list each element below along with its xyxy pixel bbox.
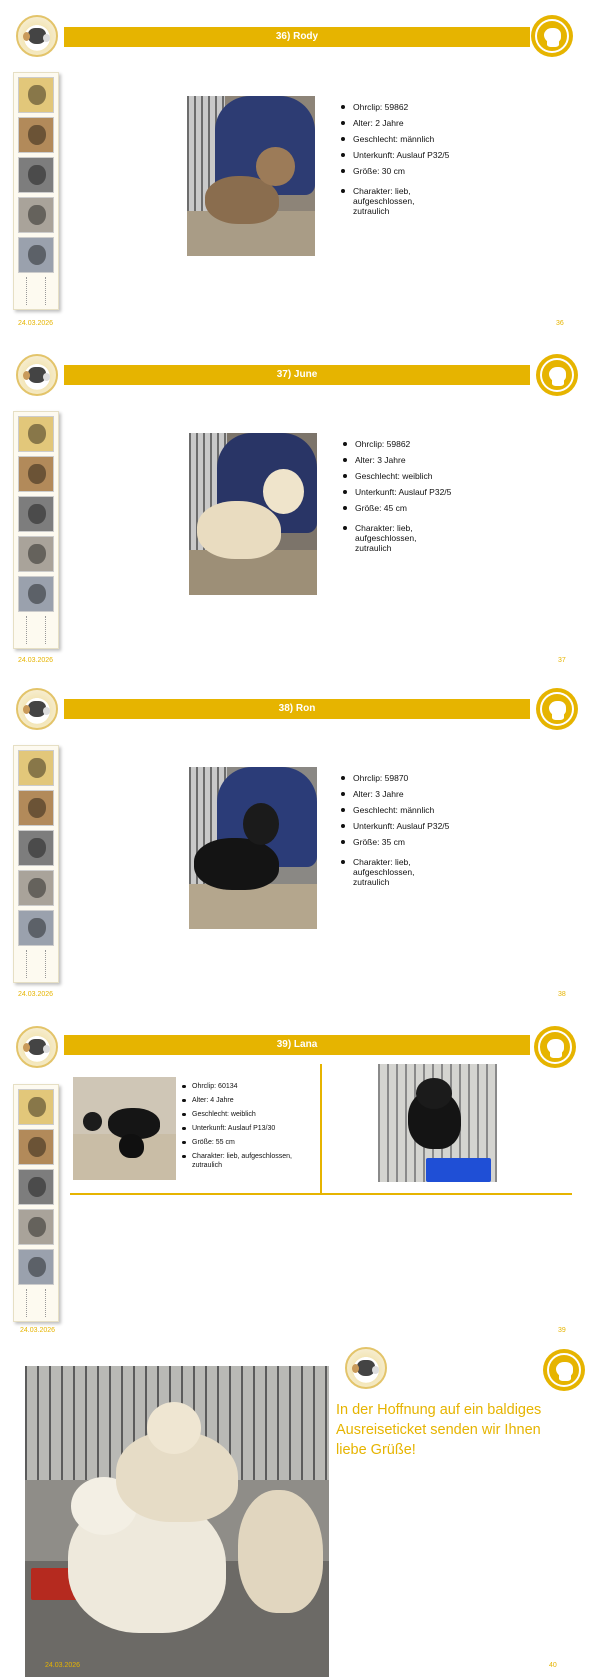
fact-sex: Geschlecht: weiblich (343, 471, 463, 481)
slide-title: 37) June (64, 365, 530, 385)
dog-photo-group (73, 1077, 176, 1180)
slide-date: 24.03.2026 (18, 657, 54, 664)
shelter-seal-logo-icon (16, 1026, 58, 1068)
shelter-seal-logo-icon (16, 15, 58, 57)
slide-rody (0, 0, 600, 327)
fact-size: Größe: 45 cm (343, 503, 463, 513)
thumbnail-image (18, 157, 54, 193)
thumbnail-image (18, 576, 54, 612)
fact-sex: Geschlecht: männlich (341, 134, 461, 144)
strip-dotted-lines (26, 1289, 46, 1317)
dog-thumbnail-strip (13, 72, 59, 310)
fact-ear-clip: Ohrclip: 60134 (182, 1082, 312, 1091)
strip-dotted-lines (26, 277, 46, 305)
thumbnail-image (18, 1169, 54, 1205)
divider-horizontal (70, 1193, 572, 1195)
slide-page-number: 39 (558, 1327, 566, 1334)
fact-age: Alter: 3 Jahre (341, 789, 461, 799)
closing-greeting: In der Hoffnung auf ein baldiges Ausreiseticket senden wir Ihnen liebe Grüße! (336, 1402, 542, 1458)
thumbnail-image (18, 496, 54, 532)
fact-age: Alter: 2 Jahre (341, 118, 461, 128)
slide-lana (0, 1007, 600, 1334)
slide-closing (0, 1345, 600, 1677)
thumbnail-image (18, 536, 54, 572)
divider-vertical (320, 1064, 322, 1194)
shelter-seal-logo-icon (16, 354, 58, 396)
fact-sex: Geschlecht: männlich (341, 805, 461, 815)
thumbnail-image (18, 456, 54, 492)
thumbnail-image (18, 237, 54, 273)
fact-character: Charakter: lieb, aufgeschlossen, zutraulich (341, 186, 421, 216)
slide-date: 24.03.2026 (20, 1327, 56, 1334)
strip-dotted-lines (26, 950, 46, 978)
slide-title: 39) Lana (64, 1035, 530, 1055)
dog-thumbnail-strip (13, 1084, 59, 1322)
fact-age: Alter: 3 Jahre (343, 455, 463, 465)
fact-housing: Unterkunft: Auslauf P13/30 (182, 1124, 312, 1133)
dog-head-circle-logo-icon (531, 15, 573, 57)
slide-ron (0, 671, 600, 998)
dog-photo (189, 433, 317, 595)
dog-head-circle-logo-icon (534, 1026, 576, 1068)
thumbnail-image (18, 910, 54, 946)
slide-date: 24.03.2026 (18, 320, 54, 327)
dog-photo (187, 96, 315, 256)
fact-ear-clip: Ohrclip: 59862 (341, 102, 461, 112)
slide-page-number: 37 (558, 657, 566, 664)
dog-head-circle-logo-icon (536, 354, 578, 396)
shelter-seal-logo-icon (345, 1347, 387, 1389)
dog-head-circle-logo-icon (536, 688, 578, 730)
fact-ear-clip: Ohrclip: 59870 (341, 773, 461, 783)
fact-housing: Unterkunft: Auslauf P32/5 (343, 487, 463, 497)
slide-page-number: 36 (556, 320, 564, 327)
shelter-seal-logo-icon (16, 688, 58, 730)
thumbnail-image (18, 1089, 54, 1125)
fact-size: Größe: 30 cm (341, 166, 461, 176)
dog-thumbnail-strip (13, 411, 59, 649)
dog-thumbnail-strip (13, 745, 59, 983)
fact-housing: Unterkunft: Auslauf P32/5 (341, 821, 461, 831)
slide-date: 24.03.2026 (18, 991, 54, 998)
slide-page-number: 38 (558, 991, 566, 998)
strip-dotted-lines (26, 616, 46, 644)
thumbnail-image (18, 790, 54, 826)
fact-character: Charakter: lieb, aufgeschlossen, zutraulich (343, 523, 423, 553)
thumbnail-image (18, 197, 54, 233)
slide-page-number: 40 (549, 1662, 557, 1669)
thumbnail-image (18, 1129, 54, 1165)
dog-head-circle-logo-icon (543, 1349, 585, 1391)
slide-june (0, 337, 600, 664)
slide-title: 38) Ron (64, 699, 530, 719)
slide-title: 36) Rody (64, 27, 530, 47)
thumbnail-image (18, 870, 54, 906)
thumbnail-image (18, 830, 54, 866)
fact-ear-clip: Ohrclip: 59862 (343, 439, 463, 449)
dog-facts-list (341, 773, 461, 893)
dog-facts-list (182, 1082, 312, 1175)
thumbnail-image (18, 77, 54, 113)
thumbnail-image (18, 117, 54, 153)
dog-facts-list (343, 439, 463, 559)
fact-size: Größe: 35 cm (341, 837, 461, 847)
fact-sex: Geschlecht: weiblich (182, 1110, 312, 1119)
thumbnail-image (18, 750, 54, 786)
dog-photo-second (378, 1064, 497, 1182)
fact-age: Alter: 4 Jahre (182, 1096, 312, 1105)
fact-size: Größe: 55 cm (182, 1138, 312, 1147)
dog-photo (189, 767, 317, 929)
fact-character: Charakter: lieb, aufgeschlossen, zutraulich (341, 857, 421, 887)
fact-character: Charakter: lieb, aufgeschlossen, zutraulich (182, 1152, 300, 1170)
slide-date: 24.03.2026 (45, 1662, 81, 1669)
dog-facts-list (341, 102, 461, 222)
thumbnail-image (18, 416, 54, 452)
fact-housing: Unterkunft: Auslauf P32/5 (341, 150, 461, 160)
thumbnail-image (18, 1209, 54, 1245)
thumbnail-image (18, 1249, 54, 1285)
group-dogs-photo (25, 1366, 329, 1677)
